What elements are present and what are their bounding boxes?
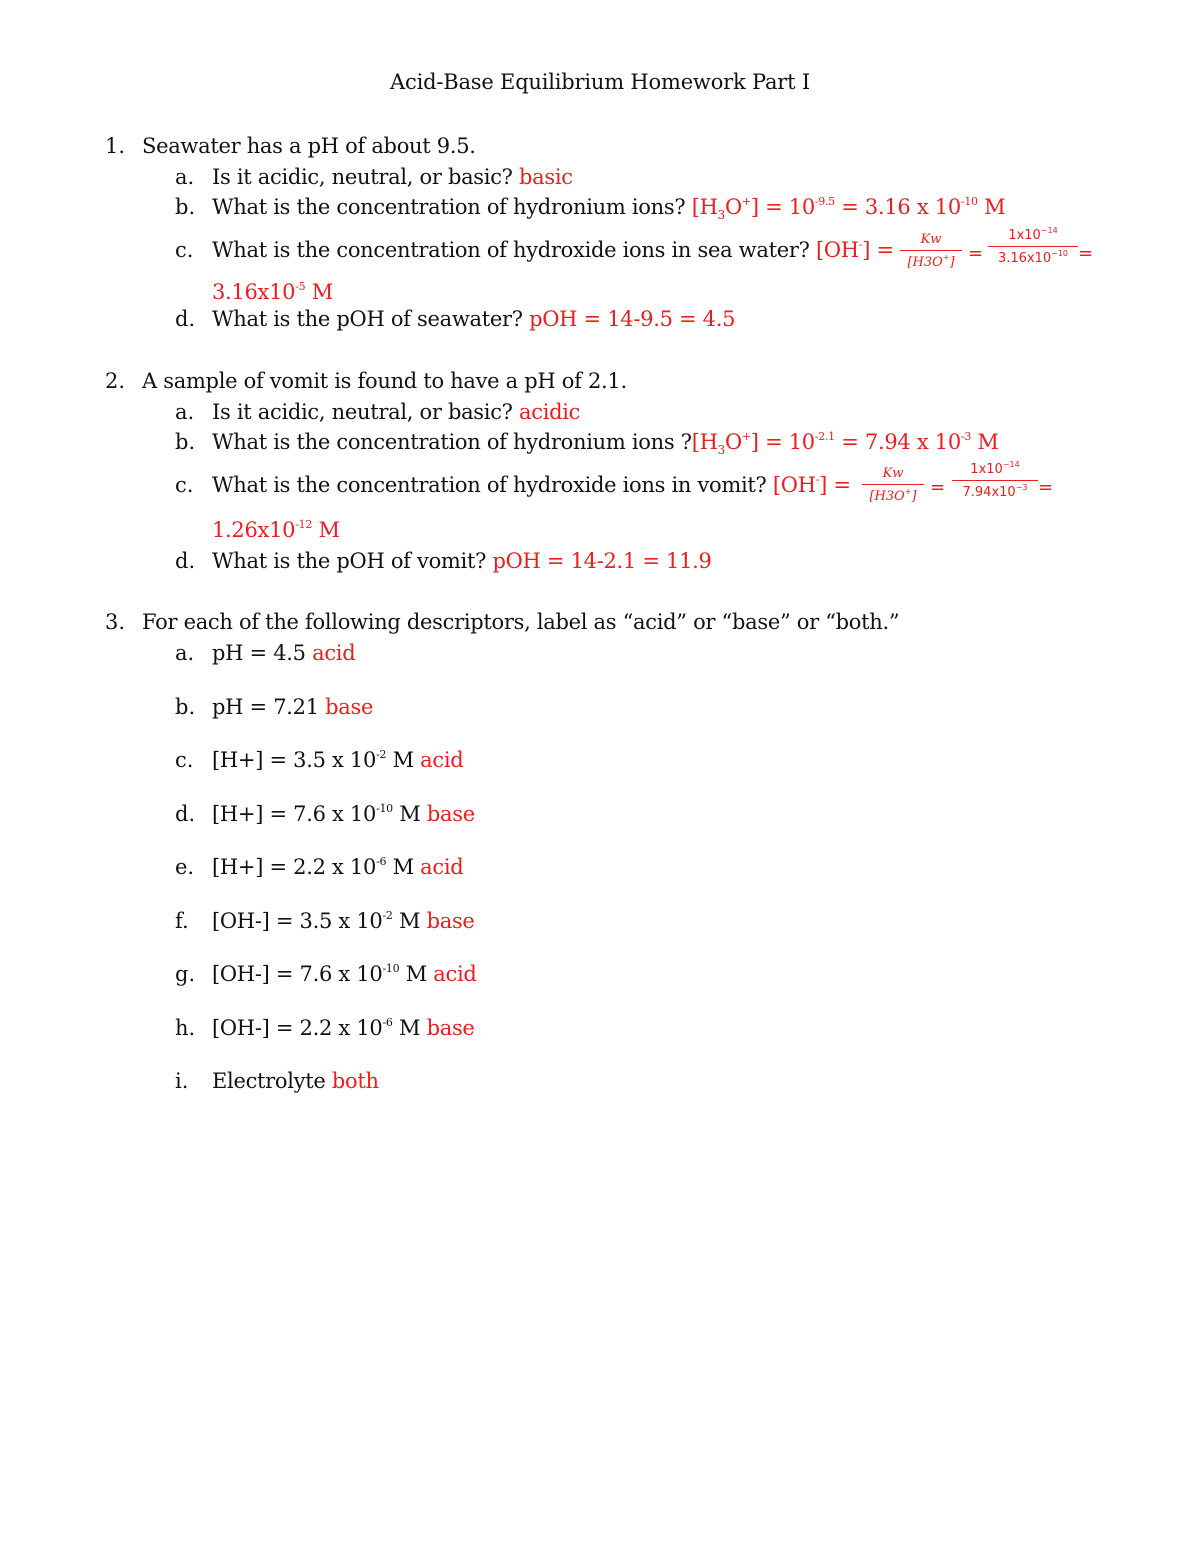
q3-item-descriptor: [H+] = 2.2 x 10: [212, 855, 377, 879]
q3-item-answer: base: [325, 695, 374, 719]
q2d-text: What is the pOH of vomit?: [212, 549, 487, 573]
q3-item-unit: M: [392, 1016, 421, 1040]
q1b-label: b.: [175, 195, 196, 219]
q3-item-label: h.: [175, 1016, 196, 1040]
q3-item-answer: acid: [420, 855, 464, 879]
q1c-answer-open: [OH-] =: [815, 238, 894, 262]
q3-item-descriptor: pH = 7.21: [212, 695, 319, 719]
q2c-fraction-values: $\frac{1x10^{-14}}{7.94x10^{-3}}$: [952, 462, 1038, 500]
q3-item-label: f.: [175, 909, 189, 933]
q3-item-unit: M: [386, 748, 414, 772]
q2b-label: b.: [175, 430, 196, 454]
q3-item-unit: M: [386, 855, 414, 879]
q2c-equals: =: [930, 477, 946, 498]
q2b-answer: $[H_3O^+] = 10^{-2.1} = 7.94$ x $10^{-3}$ M: [691, 430, 999, 457]
q1c-line: [212, 238, 894, 262]
q2c-result: $1.26x10^{-12}$ M: [212, 518, 340, 542]
q3-item: [212, 695, 373, 719]
q2-number: 2.: [105, 369, 126, 393]
q3-item-label: e.: [175, 855, 195, 879]
q3-item-answer: acid: [433, 962, 477, 986]
q3-item-label: g.: [175, 962, 196, 986]
q3-item-answer: acid: [420, 748, 464, 772]
q2a-answer: acidic: [519, 400, 581, 424]
q1c-equals: =: [968, 243, 984, 264]
q2c-fraction-kw: $\frac{Kw}{[H3O^+]}$: [862, 466, 924, 504]
q2a-label: a.: [175, 400, 195, 424]
q2d-line: [212, 549, 712, 573]
q3-item-exponent: -10: [382, 962, 400, 975]
q3-item-label: c.: [175, 748, 194, 772]
q1b-line: [212, 195, 1006, 222]
q3-item: [212, 748, 463, 772]
q3-item-descriptor: [H+] = 3.5 x 10: [212, 748, 377, 772]
q2-text: A sample of vomit is found to have a pH of 2.1.: [142, 369, 627, 393]
q1-number: 1.: [105, 134, 126, 158]
q1c-fraction-values: $\frac{1x10^{-14}}{3.16x10^{-10}}$: [988, 228, 1078, 266]
q3-item-exponent: -6: [382, 1016, 393, 1029]
q3-item: [212, 855, 463, 879]
q2b-text: What is the concentration of hydronium ions ?: [212, 430, 692, 454]
q1b-answer: $[H_3O^+] = 10^{-9.5} = 3.16$ x $10^{-10}$ M: [691, 195, 1006, 222]
q3-item-unit: M: [399, 962, 427, 986]
q3-item-descriptor: [OH-] = 3.5 x 10: [212, 909, 383, 933]
q1b-text: What is the concentration of hydronium ions?: [212, 195, 686, 219]
q3-text: For each of the following descriptors, label as “acid” or “base” or “both.”: [142, 610, 900, 634]
q3-item-label: i.: [175, 1069, 189, 1093]
q2b-line: [212, 430, 999, 457]
q3-item-descriptor: pH = 4.5: [212, 641, 306, 665]
q1c-text: What is the concentration of hydroxide ions in sea water?: [212, 238, 810, 262]
q3-item-unit: M: [392, 802, 421, 826]
q1a-text: Is it acidic, neutral, or basic?: [212, 165, 513, 189]
q2c-equals-2: =: [1038, 477, 1054, 498]
q2a-text: Is it acidic, neutral, or basic?: [212, 400, 513, 424]
q3-item: [212, 802, 475, 826]
q3-item-label: b.: [175, 695, 196, 719]
q2d-label: d.: [175, 549, 196, 573]
q3-item: [212, 1069, 379, 1093]
q3-item: [212, 1016, 475, 1040]
q3-item-answer: acid: [312, 641, 356, 665]
q1-text: Seawater has a pH of about 9.5.: [142, 134, 476, 158]
q3-item-exponent: -10: [376, 802, 393, 815]
q3-item: [212, 641, 355, 665]
q1a-label: a.: [175, 165, 195, 189]
q1a-line: [212, 165, 573, 189]
q2c-text: What is the concentration of hydroxide ions in vomit?: [212, 473, 767, 497]
q3-item-exponent: -2: [376, 748, 387, 761]
q3-item-answer: base: [426, 1016, 475, 1040]
q1a-answer: basic: [519, 165, 573, 189]
q2c-answer-open: [OH-] =: [772, 473, 851, 497]
q1d-answer: pOH = 14-9.5 = 4.5: [529, 307, 736, 331]
q1d-text: What is the pOH of seawater?: [212, 307, 523, 331]
q3-item-exponent: -6: [376, 855, 387, 868]
q3-item-answer: both: [331, 1069, 379, 1093]
q3-item: [212, 962, 477, 986]
q1c-label: c.: [175, 238, 194, 262]
q1c-fraction-kw: $\frac{Kw}{[H3O^+]}$: [900, 232, 962, 270]
q3-item-descriptor: [OH-] = 7.6 x 10: [212, 962, 383, 986]
q2a-line: [212, 400, 580, 424]
q1d-label: d.: [175, 307, 196, 331]
q3-number: 3.: [105, 610, 126, 634]
q3-item-answer: base: [426, 909, 475, 933]
q1c-equals-2: =: [1078, 243, 1094, 264]
q3-item-exponent: -2: [382, 909, 393, 922]
q3-item-label: d.: [175, 802, 196, 826]
q1c-result: $3.16x10^{-5}$ M: [212, 280, 333, 304]
q3-item-descriptor: [H+] = 7.6 x 10: [212, 802, 377, 826]
q2c-label: c.: [175, 473, 194, 497]
q3-item: [212, 909, 475, 933]
page-title: Acid-Base Equilibrium Homework Part I: [390, 70, 810, 94]
q3-item-answer: base: [426, 802, 475, 826]
q1d-line: [212, 307, 735, 331]
q3-item-descriptor: Electrolyte: [212, 1069, 326, 1093]
q3-item-unit: M: [392, 909, 421, 933]
q2d-answer: pOH = 14-2.1 = 11.9: [492, 549, 712, 573]
q3-item-descriptor: [OH-] = 2.2 x 10: [212, 1016, 383, 1040]
q3-item-label: a.: [175, 641, 195, 665]
q2c-line: [212, 473, 851, 497]
